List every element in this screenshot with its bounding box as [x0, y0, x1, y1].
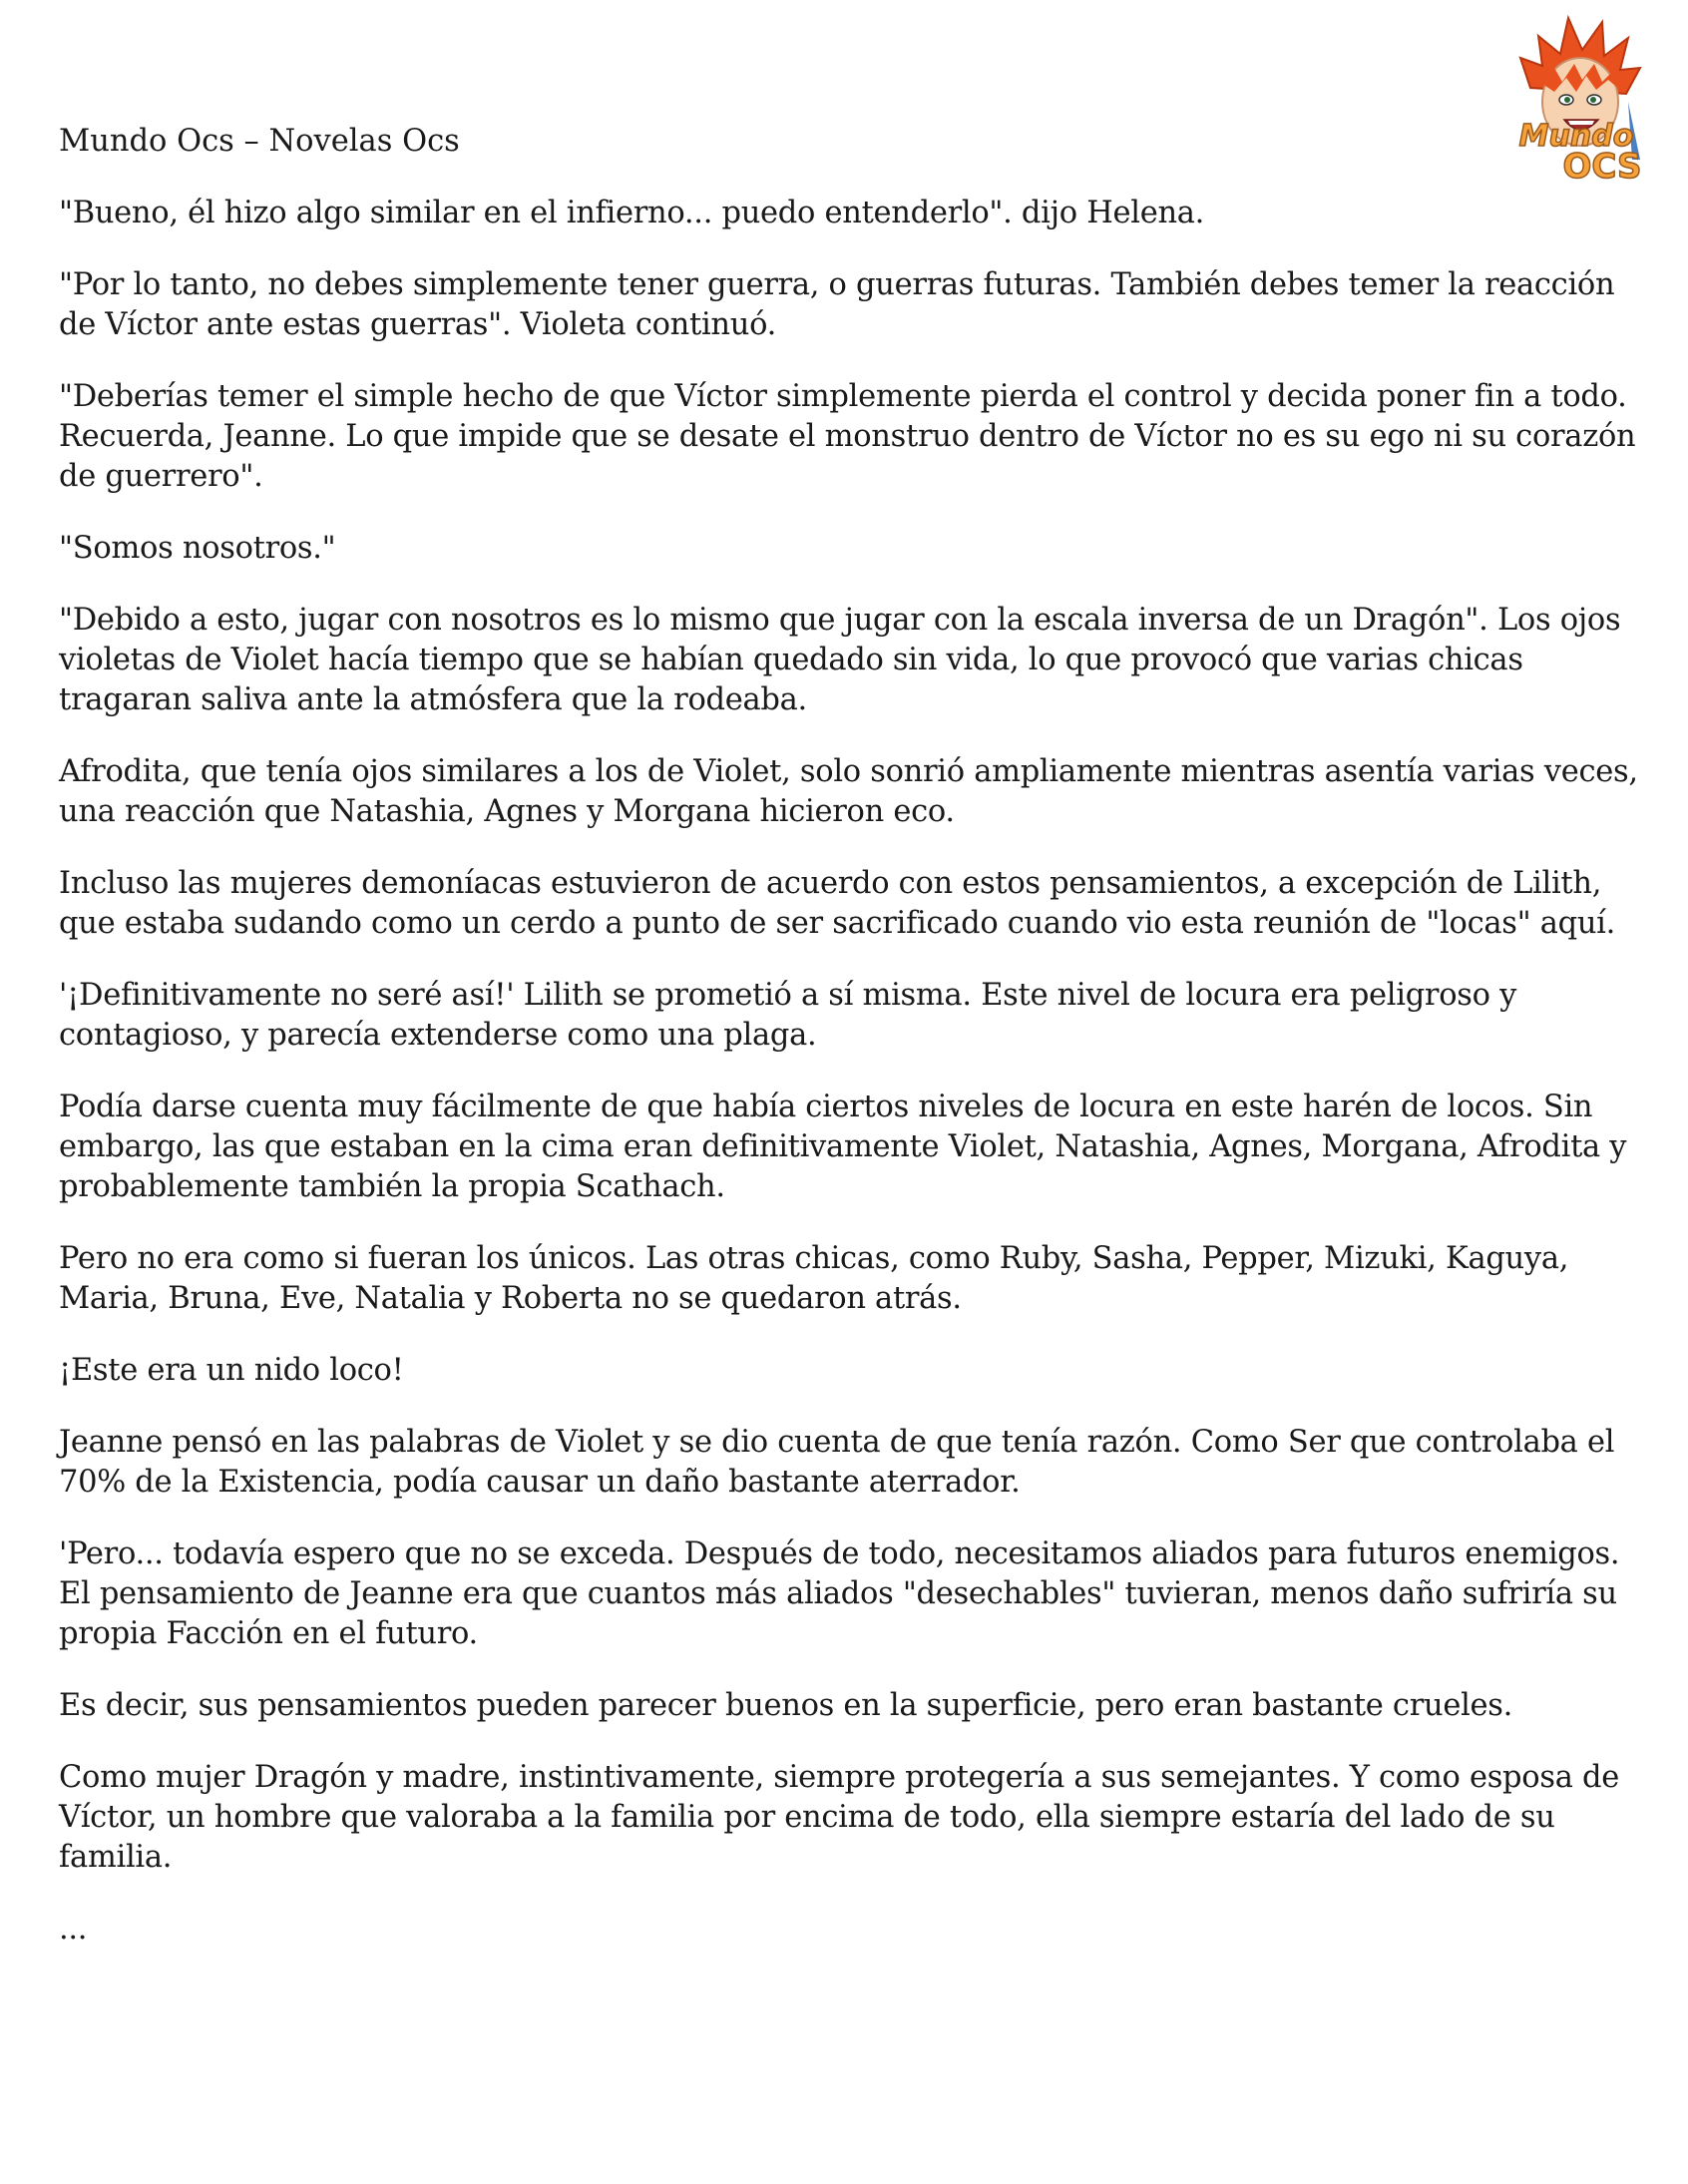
paragraph: Afrodita, que tenía ojos similares a los de Violet, solo sonrió ampliamente mientras asentía varias veces, una reacción que Natashia, Agnes y Morgana hicieron eco. — [59, 754, 1638, 829]
paragraph: Pero no era como si fueran los únicos. Las otras chicas, como Ruby, Sasha, Pepper, Mizuki, Kaguya, Maria, Bruna, Eve, Natalia y Roberta no se quedaron atrás. — [59, 1241, 1569, 1316]
paragraph: Podía darse cuenta muy fácilmente de que había ciertos niveles de locura en este harén de locos. Sin embargo, las que estaban en la cima eran definitivamente Violet, Natashia, Agnes, Morgana, Afrodita y probablemente también la propia Scathach. — [59, 1090, 1627, 1204]
document-body — [59, 122, 1655, 1981]
logo-text-ocs: OCS — [1562, 147, 1642, 182]
logo-text-mundo: Mundo — [1518, 119, 1634, 154]
paragraph: '¡Definitivamente no seré así!' Lilith se prometió a sí misma. Este nivel de locura era peligroso y contagioso, y parecía extenderse como una plaga. — [59, 978, 1517, 1053]
paragraph: 'Pero... todavía espero que no se exceda. Después de todo, necesitamos aliados para futuros enemigos. El pensamiento de Jeanne era que cuantos más aliados "desechables" tuvieran, menos daño sufriría su propia Facción en el futuro. — [59, 1536, 1620, 1651]
paragraph: Es decir, sus pensamientos pueden parecer buenos en la superficie, pero eran bastante crueles. — [59, 1688, 1513, 1723]
paragraph: "Somos nosotros." — [59, 531, 336, 566]
paragraph: Jeanne pensó en las palabras de Violet y se dio cuenta de que tenía razón. Como Ser que controlaba el 70% de la Existencia, podía causar un daño bastante aterrador. — [59, 1425, 1615, 1500]
paragraph: "Por lo tanto, no debes simplemente tener guerra, o guerras futuras. También debes temer la reacción de Víctor ante estas guerras". Violeta continuó. — [59, 267, 1615, 342]
paragraph: ¡Este era un nido loco! — [59, 1353, 404, 1388]
ellipsis-paragraph: ... — [59, 1912, 88, 1947]
paragraph: "Debido a esto, jugar con nosotros es lo mismo que jugar con la escala inversa de un Dragón". Los ojos violetas de Violet hacía tiempo que se habían quedado sin vida, lo que provocó que varias chicas tragaran saliva ante la atmósfera que la rodeaba. — [59, 603, 1621, 717]
paragraph: "Bueno, él hizo algo similar en el infierno... puedo entenderlo". dijo Helena. — [59, 196, 1205, 230]
paragraph: Como mujer Dragón y madre, instintivamente, siempre protegería a sus semejantes. Y como esposa de Víctor, un hombre que valoraba a la familia por encima de todo, ella siempre estaría del lado de su familia. — [59, 1760, 1619, 1875]
paragraph: "Deberías temer el simple hecho de que Víctor simplemente pierda el control y decida poner fin a todo. Recuerda, Jeanne. Lo que impide que se desate el monstruo dentro de Víctor no es su ego ni su corazón de guerrero". — [59, 379, 1636, 494]
paragraph: Incluso las mujeres demoníacas estuvieron de acuerdo con estos pensamientos, a excepción de Lilith, que estaba sudando como un cerdo a punto de ser sacrificado cuando vio esta reunión de "locas" aquí. — [59, 866, 1616, 941]
site-title: Mundo Ocs – Novelas Ocs — [59, 124, 460, 159]
